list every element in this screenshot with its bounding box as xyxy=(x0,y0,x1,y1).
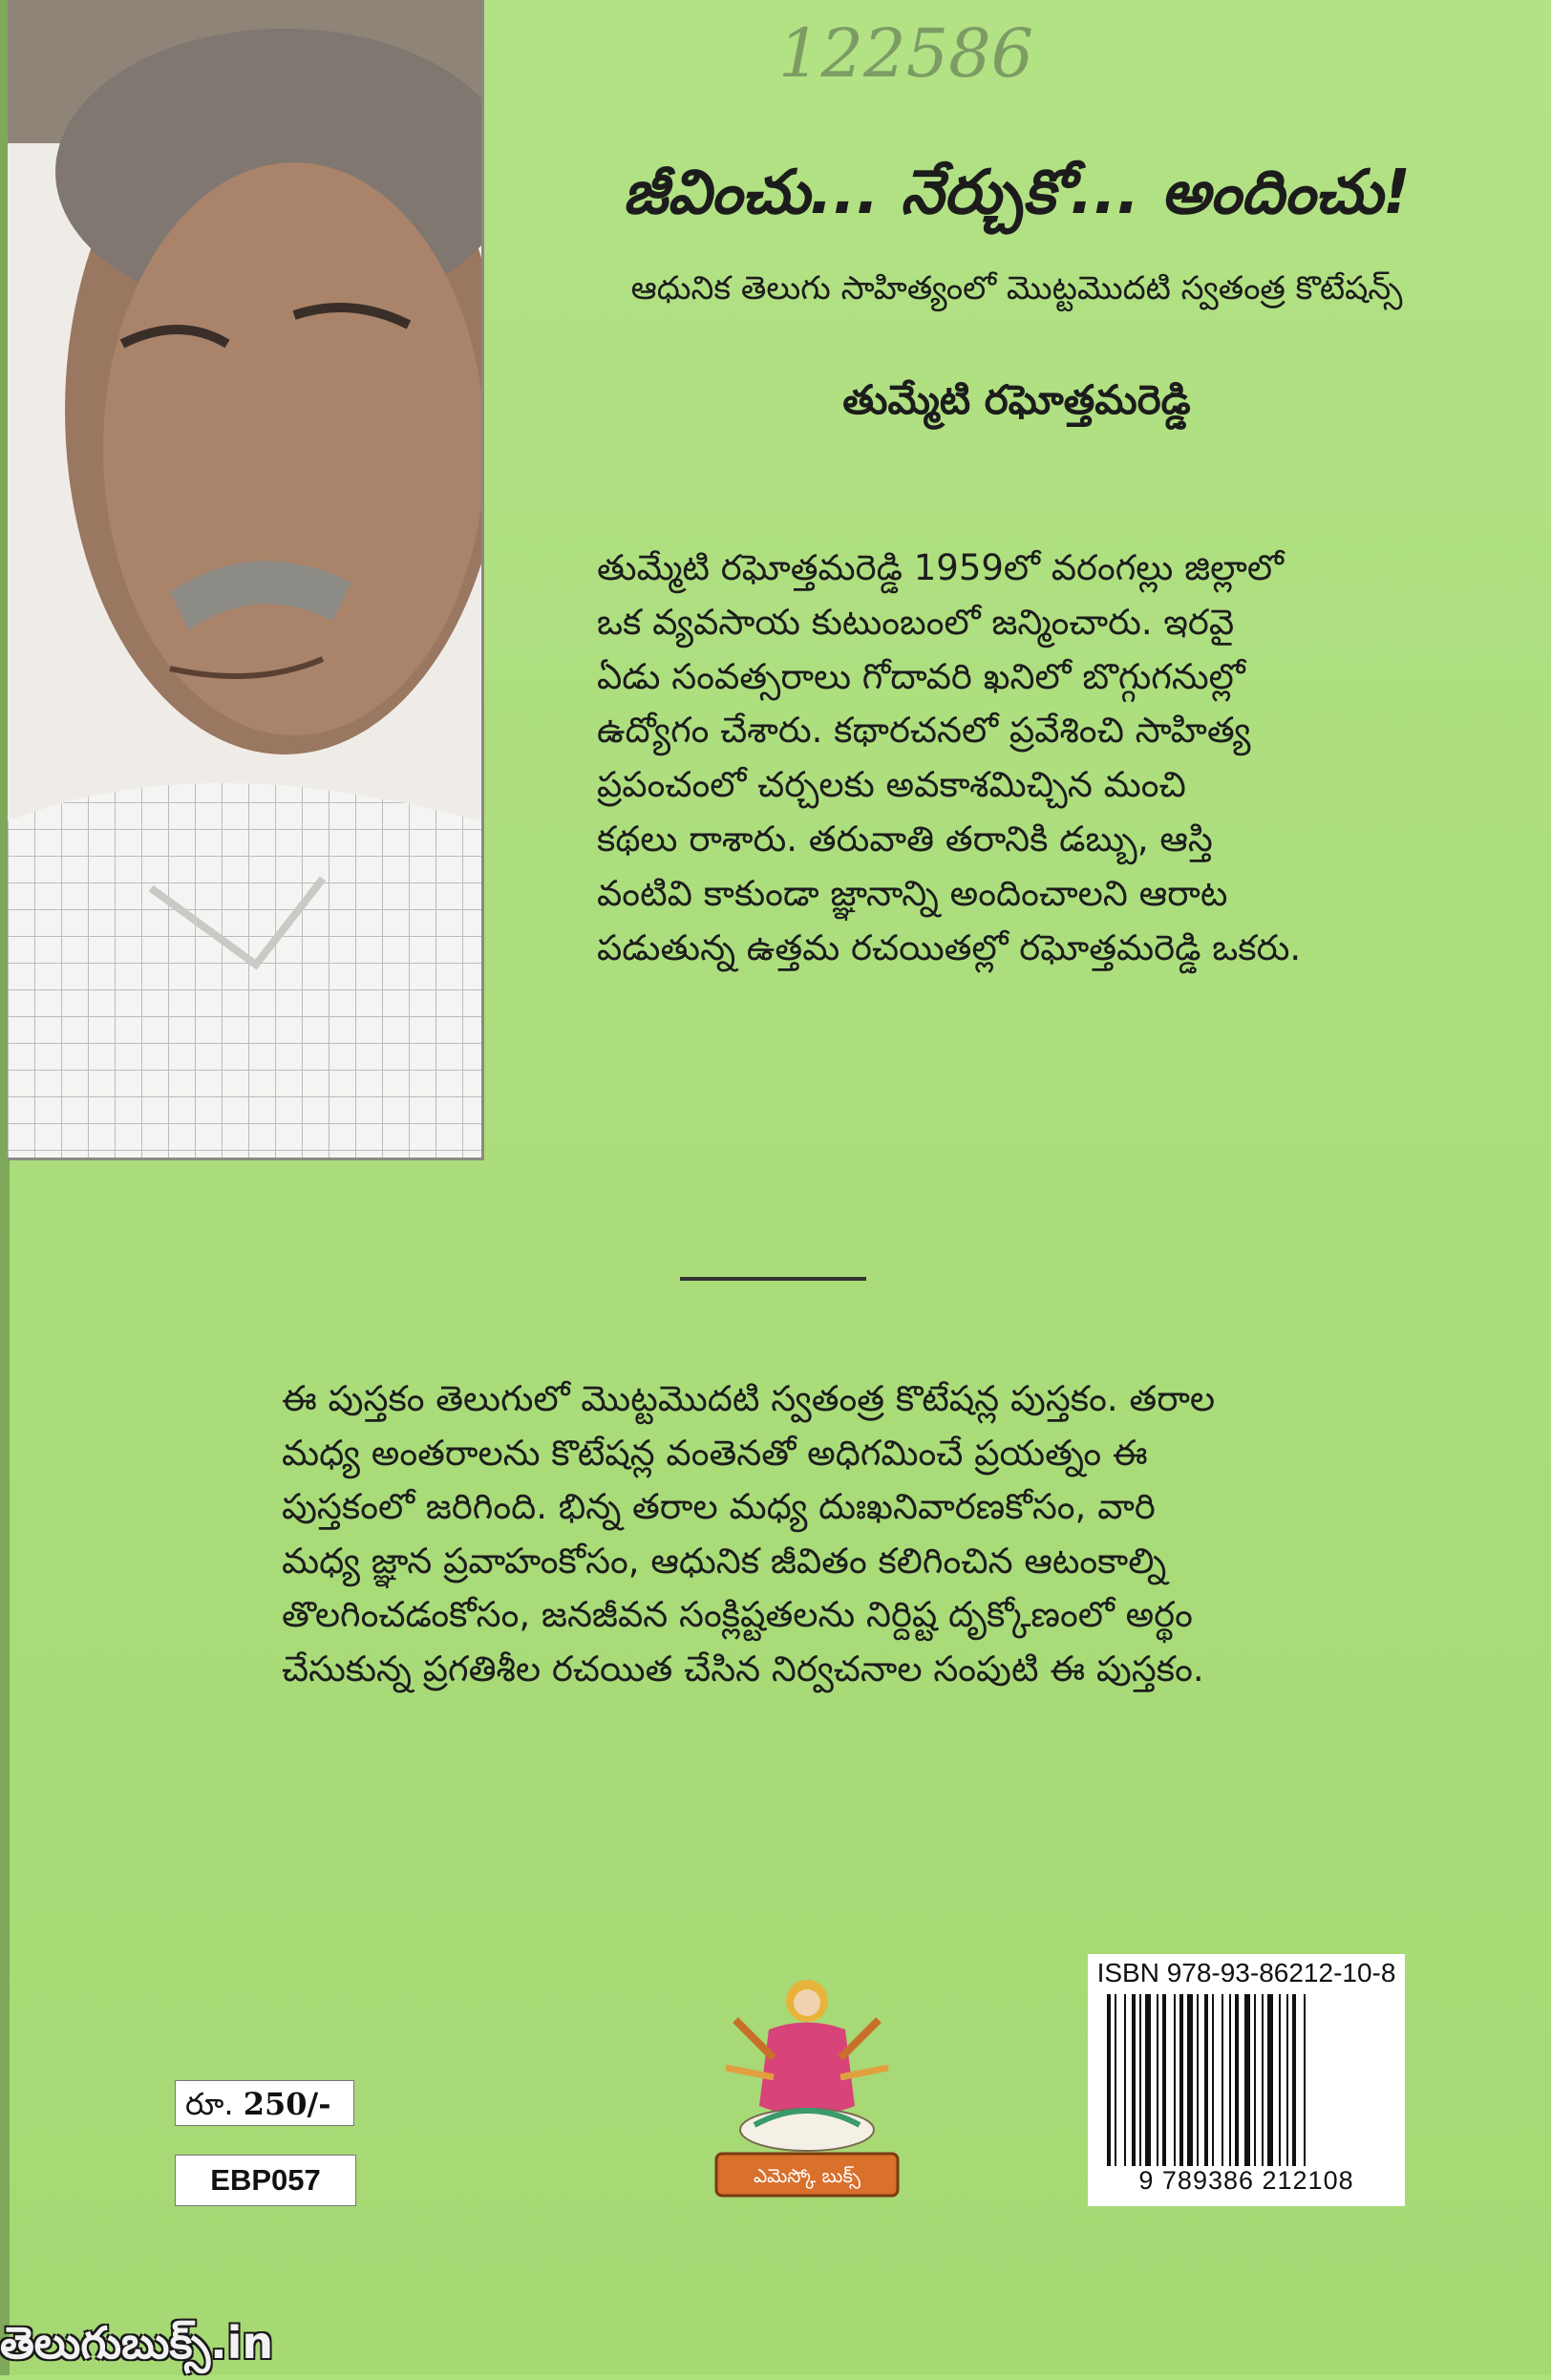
author-bio xyxy=(597,542,1337,975)
saraswati-logo-icon xyxy=(697,1963,917,2201)
bio-line: తుమ్మేటి రఘోత్తమరెడ్డి 1959లో వరంగల్లు జిల్లాలో xyxy=(597,547,1284,588)
bio-line: ఏడు సంవత్సరాలు గోదావరి ఖనిలో బొగ్గుగనుల్లో xyxy=(597,655,1245,697)
author-name: తుమ్మేటి రఘోత్తమరెడ్డి xyxy=(842,376,1191,423)
book-subtitle: ఆధునిక తెలుగు సాహిత్యంలో మొట్టమొదటి స్వతంత్ర కొటేషన్స్ xyxy=(630,269,1403,308)
author-portrait-icon xyxy=(8,0,481,1158)
price-label xyxy=(175,2080,354,2126)
publisher-logo xyxy=(697,1963,917,2201)
price-value: 250/- xyxy=(243,2086,331,2122)
description-line: మధ్య జ్ఞాన ప్రవాహంకోసం, ఆధునిక జీవితం కలిగించిన ఆటంకాల్ని xyxy=(282,1540,1167,1582)
bio-line: కథలు రాశారు. తరువాతి తరానికి డబ్బు, ఆస్తి xyxy=(597,818,1213,860)
bio-line: ఒక వ్యవసాయ కుటుంబంలో జన్మించారు. ఇరవై xyxy=(597,601,1235,643)
book-description xyxy=(282,1372,1308,1697)
description-line: ఈ పుస్తకం తెలుగులో మొట్టమొదటి స్వతంత్ర కొటేషన్ల పుస్తకం. తరాల xyxy=(282,1378,1216,1419)
product-code: EBP057 xyxy=(175,2155,356,2206)
isbn-label: ISBN 978-93-86212-10-8 xyxy=(1096,1958,1396,1987)
section-divider xyxy=(680,1277,866,1281)
isbn-barcode-box xyxy=(1088,1954,1405,2206)
isbn-barcode-number: 9 789386 212108 xyxy=(1138,2166,1354,2195)
handwritten-catalog-number: 122586 xyxy=(778,14,1034,93)
price-currency: రూ. xyxy=(185,2086,234,2122)
barcode-icon xyxy=(1103,1994,1390,2166)
description-line: తొలగించడంకోసం, జనజీవన సంక్లిష్టతలను నిర్దిష్ట దృక్కోణంలో అర్థం xyxy=(282,1594,1193,1636)
bio-line: పడుతున్న ఉత్తమ రచయితల్లో రఘోత్తమరెడ్డి ఒకరు. xyxy=(597,926,1302,968)
site-watermark: తెలుగుబుక్స్.in xyxy=(0,2317,274,2369)
bio-line: వంటివి కాకుండా జ్ఞానాన్ని అందించాలని ఆరాట xyxy=(597,872,1228,914)
author-photo xyxy=(8,0,484,1160)
description-line: చేసుకున్న ప్రగతిశీల రచయిత చేసిన నిర్వచనాల సంపుటి ఈ పుస్తకం. xyxy=(282,1647,1204,1689)
description-line: పుస్తకంలో జరిగింది. భిన్న తరాల మధ్య దుఃఖనివారణకోసం, వారి xyxy=(282,1486,1156,1528)
publisher-name: ఎమెస్కో బుక్స్ xyxy=(753,2164,861,2187)
description-line: మధ్య అంతరాలను కొటేషన్ల వంతెనతో అధిగమించే ప్రయత్నం ఈ xyxy=(282,1432,1148,1474)
book-title: జీవించు... నేర్చుకో... అందించు! xyxy=(623,158,1411,228)
bio-line: ఉద్యోగం చేశారు. కథారచనలో ప్రవేశించి సాహిత్య xyxy=(597,710,1251,752)
bio-line: ప్రపంచంలో చర్చలకు అవకాశమిచ్చిన మంచి xyxy=(597,764,1186,806)
